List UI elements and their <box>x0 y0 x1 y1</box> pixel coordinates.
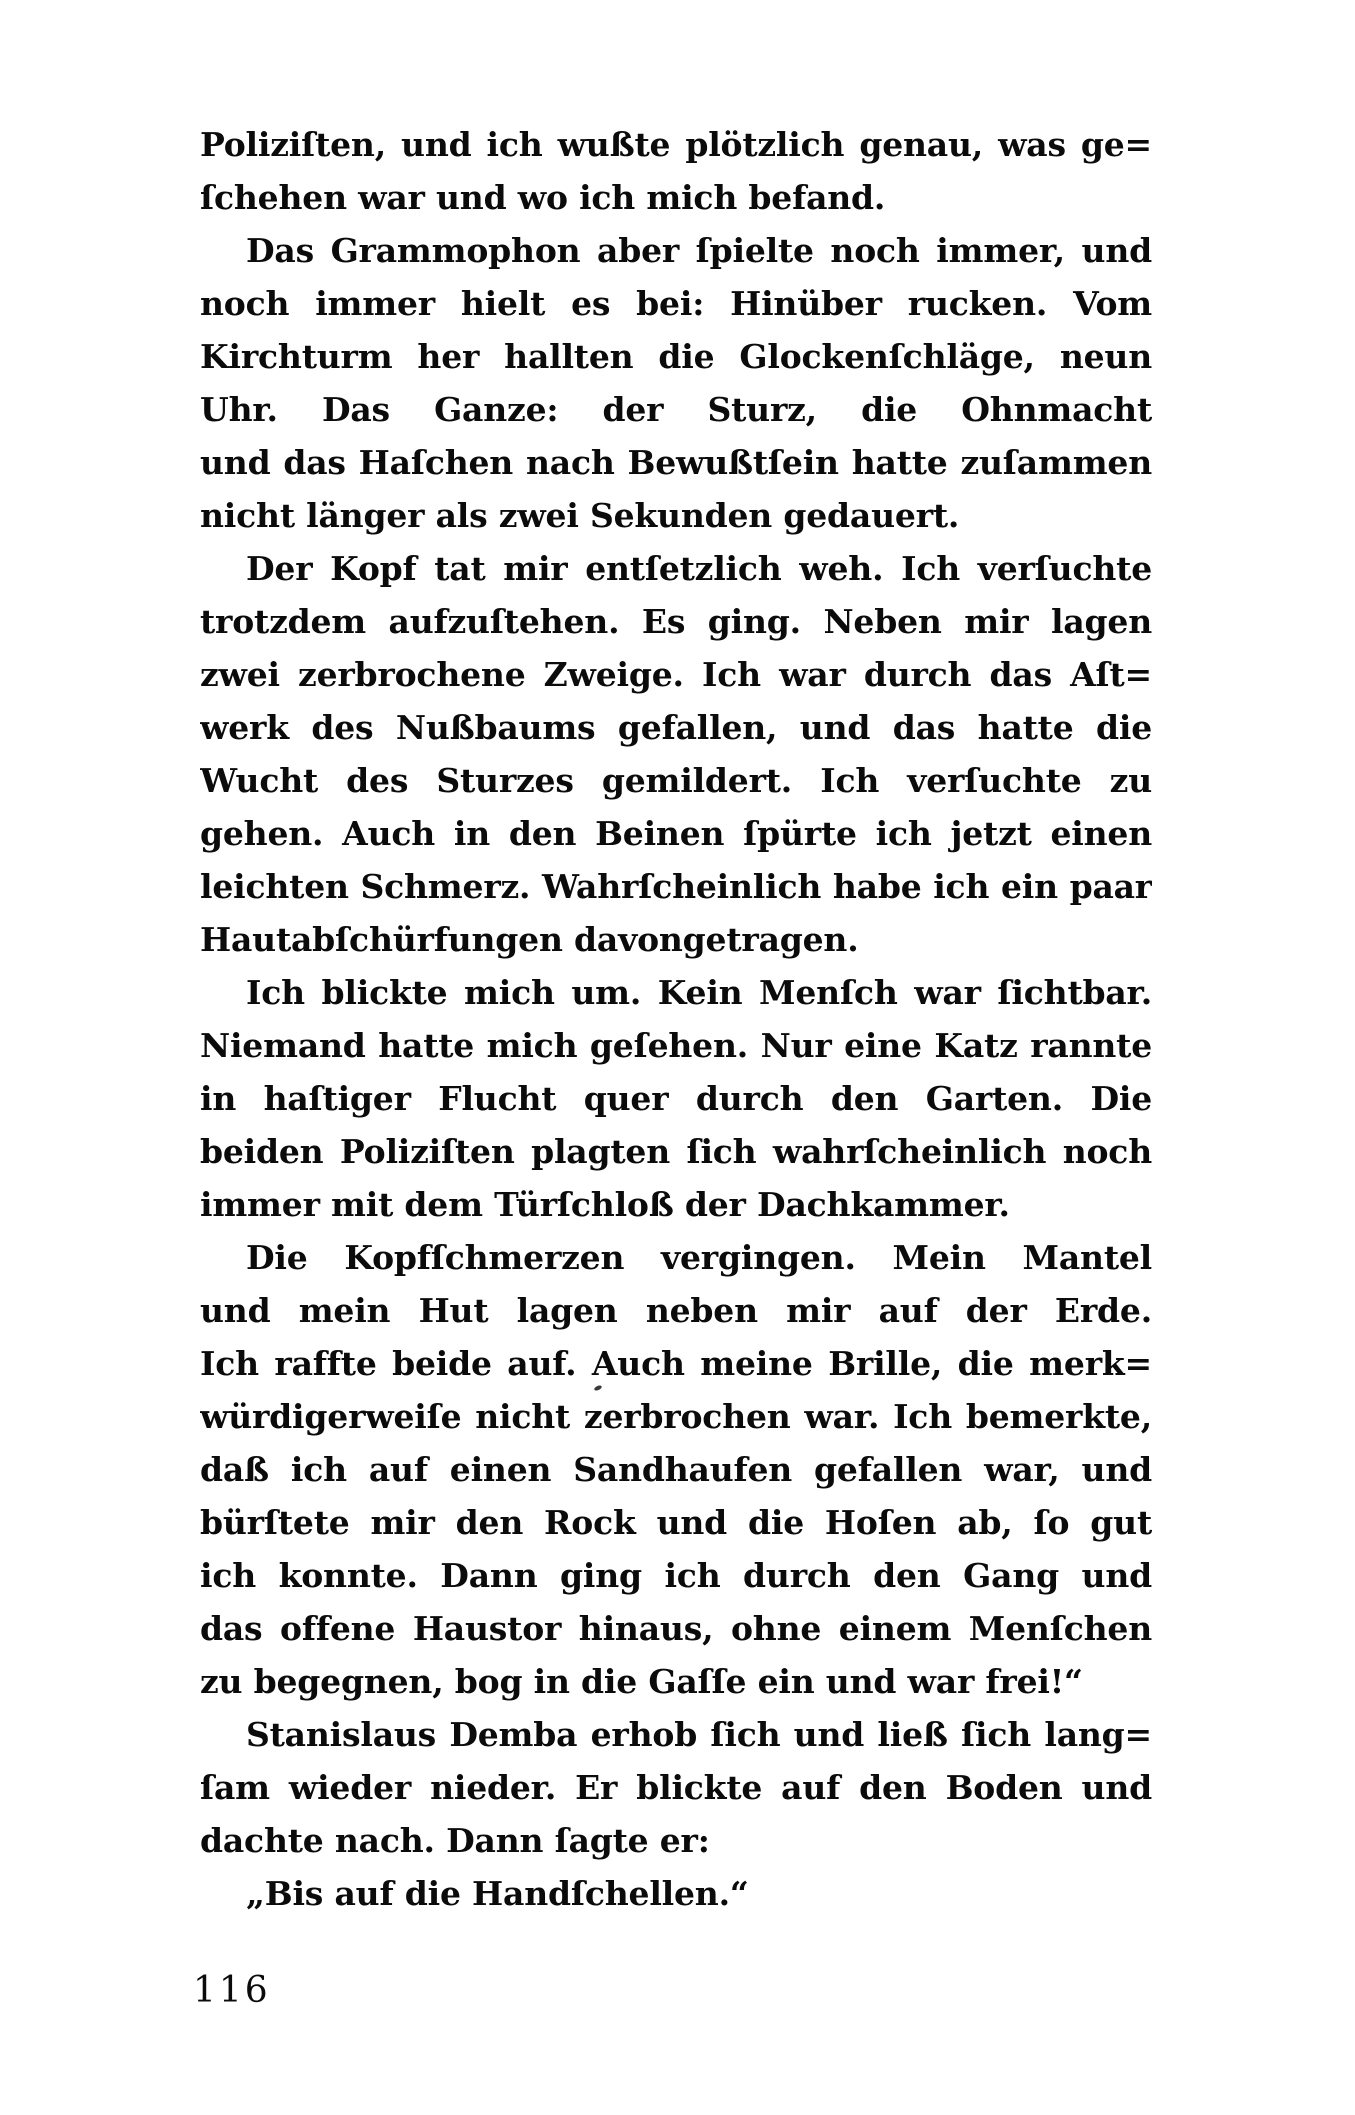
text-line: noch immer hielt es bei: Hinüber rucken. Vom <box>200 284 1152 323</box>
text-line: nicht länger als zwei Sekunden gedauert. <box>200 496 960 535</box>
text-line: das offene Haustor hinaus, ohne einem Menſchen <box>200 1609 1152 1648</box>
text-line: Niemand hatte mich geſehen. Nur eine Katz rannte <box>200 1026 1152 1065</box>
text-line: bürſtete mir den Rock und die Hoſen ab, ſo gut <box>200 1503 1152 1542</box>
page-number: 116 <box>193 1970 271 2011</box>
text-line: Der Kopf tat mir entſetzlich weh. Ich verſuchte <box>246 549 1152 588</box>
text-line: Die Kopfſchmerzen vergingen. Mein Mantel <box>246 1238 1152 1277</box>
text-line: Uhr. Das Ganze: der Sturz, die Ohnmacht <box>200 390 1152 429</box>
text-line: Ich raffte beide auf. Auch meine Brille, die merk= <box>200 1344 1152 1383</box>
text-line: und das Haſchen nach Bewußtſein hatte zuſammen <box>200 443 1152 482</box>
text-line: Hautabſchürfungen davongetragen. <box>200 920 859 959</box>
text-line: beiden Poliziſten plagten ſich wahrſcheinlich noch <box>200 1132 1152 1171</box>
text-line: werk des Nußbaums gefallen, und das hatte die <box>200 708 1152 747</box>
text-line: zu begegnen, bog in die Gaſſe ein und war frei!“ <box>200 1662 1083 1701</box>
text-line: zwei zerbrochene Zweige. Ich war durch das Aſt= <box>200 655 1152 694</box>
text-line: ſchehen war und wo ich mich befand. <box>200 178 886 217</box>
text-line: trotzdem aufzuſtehen. Es ging. Neben mir lagen <box>200 602 1152 641</box>
text-line: Wucht des Sturzes gemildert. Ich verſuchte zu <box>200 761 1152 800</box>
text-line: Poliziſten, und ich wußte plötzlich genau, was ge= <box>200 125 1152 164</box>
text-line: daß ich auf einen Sandhaufen gefallen war, und <box>200 1450 1152 1489</box>
text-line: ſam wieder nieder. Er blickte auf den Boden und <box>200 1768 1152 1807</box>
text-line: leichten Schmerz. Wahrſcheinlich habe ich ein paar <box>200 867 1152 906</box>
text-line: und mein Hut lagen neben mir auf der Erde. <box>200 1291 1152 1330</box>
page-text-block <box>200 118 1152 1920</box>
text-line: immer mit dem Türſchloß der Dachkammer. <box>200 1185 1010 1224</box>
text-line: dachte nach. Dann ſagte er: <box>200 1821 710 1860</box>
text-line: Ich blickte mich um. Kein Menſch war ſichtbar. <box>246 973 1152 1012</box>
text-line: Stanislaus Demba erhob ſich und ließ ſich lang= <box>246 1715 1152 1754</box>
text-line: Kirchturm her hallten die Glockenſchläge, neun <box>200 337 1152 376</box>
text-line: Das Grammophon aber ſpielte noch immer, und <box>246 231 1152 270</box>
text-line: ich konnte. Dann ging ich durch den Gang und <box>200 1556 1152 1595</box>
text-line: „Bis auf die Handſchellen.“ <box>246 1874 749 1913</box>
text-line: gehen. Auch in den Beinen ſpürte ich jetzt einen <box>200 814 1152 853</box>
text-line: würdigerweiſe nicht zerbrochen war. Ich bemerkte, <box>200 1397 1152 1436</box>
text-line: in haſtiger Flucht quer durch den Garten. Die <box>200 1079 1152 1118</box>
